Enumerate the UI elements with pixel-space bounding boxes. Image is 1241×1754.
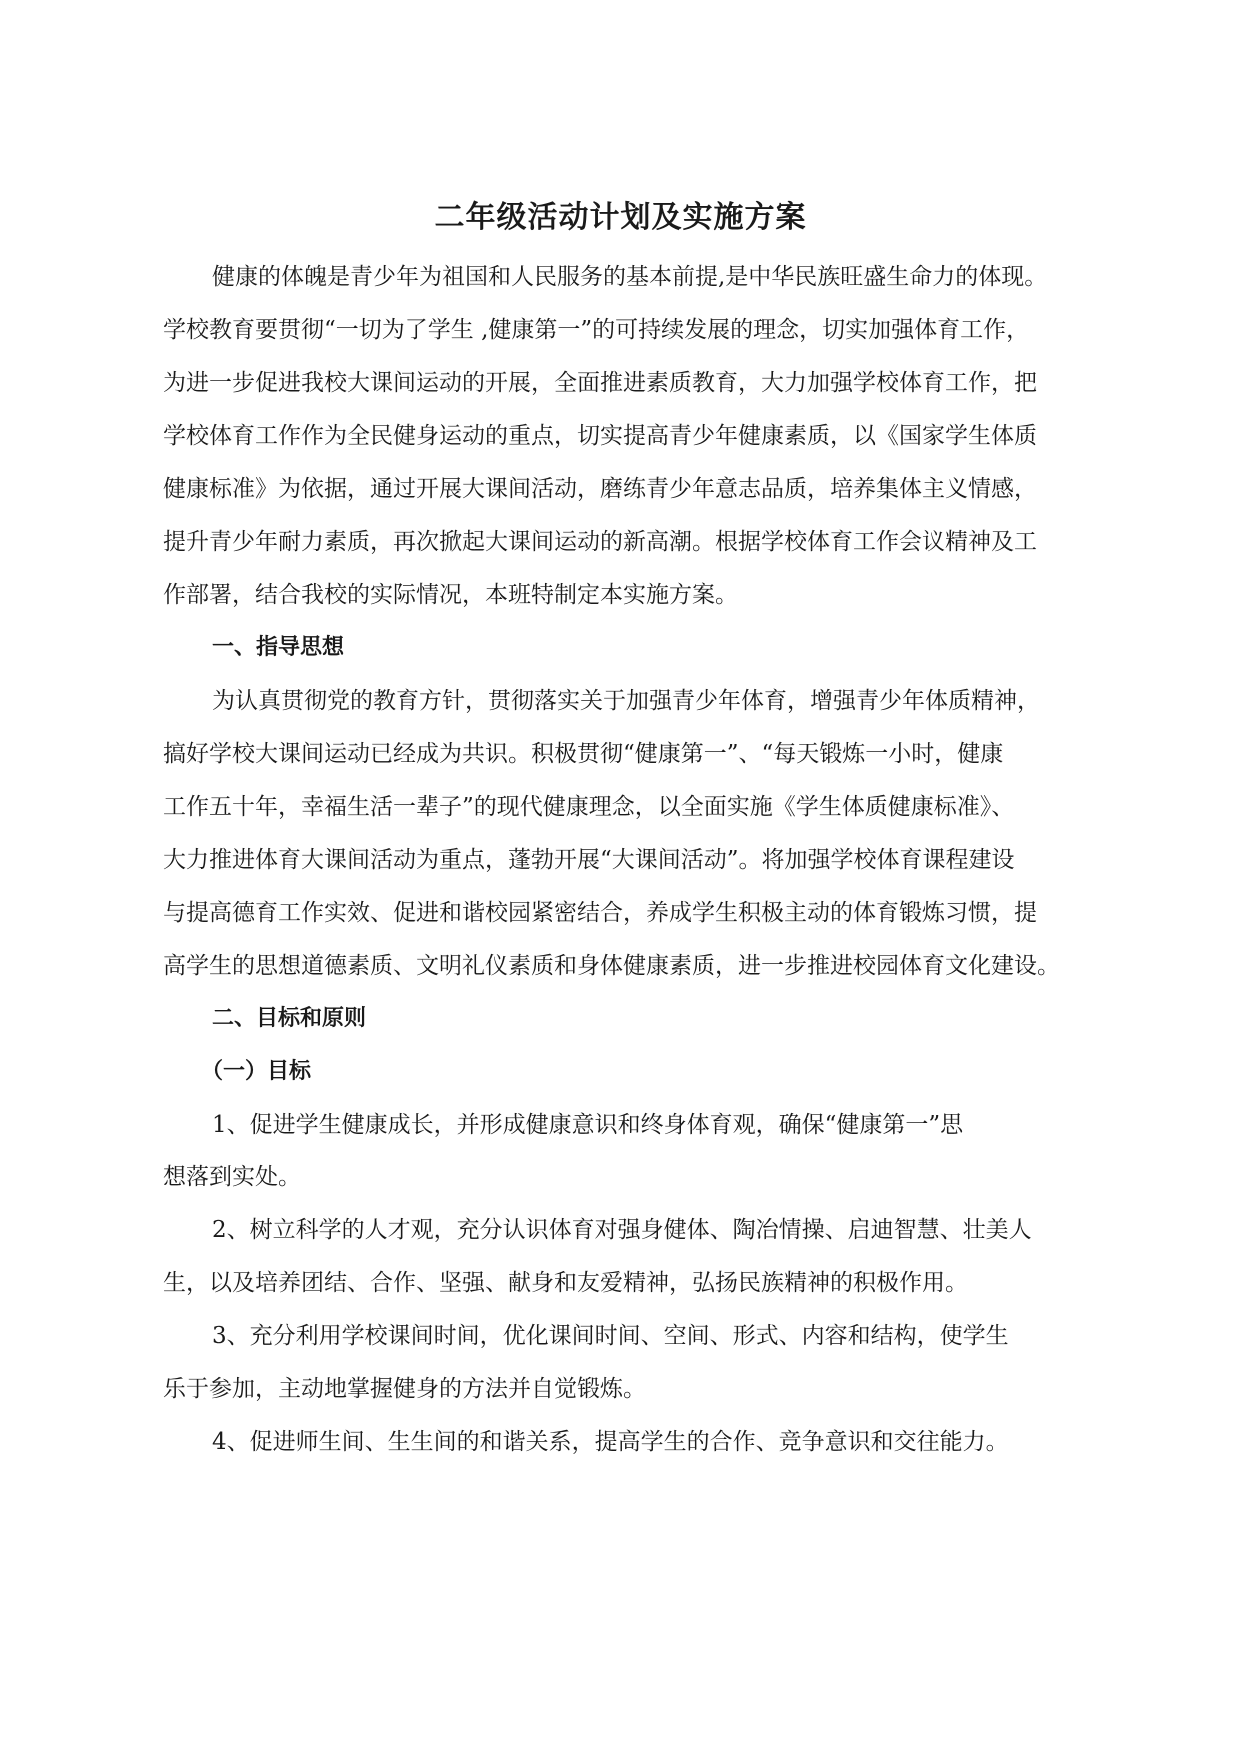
section-heading: 一、指导思想 (212, 635, 345, 660)
paragraph-line: 搞好学校大课间运动已经成为共识。积极贯彻“健康第一”、“每天锻炼一小时，健康 (163, 741, 1004, 767)
paragraph-line: 大力推进体育大课间活动为重点，蓬勃开展“大课间活动”。将加强学校体育课程建设 (163, 847, 1015, 873)
paragraph-line: 学校体育工作作为全民健身运动的重点，切实提高青少年健康素质，以《国家学生体质 (163, 423, 1037, 449)
paragraph-line: 健康的体魄是青少年为祖国和人民服务的基本前提,是中华民族旺盛生命力的体现。 (212, 264, 1048, 290)
paragraph-line: 学校教育要贯彻“一切为了学生 ,健康第一”的可持续发展的理念，切实加强体育工作， (163, 317, 1030, 343)
subsection-heading: （一）目标 (201, 1059, 312, 1084)
document-title: 二年级活动计划及实施方案 (434, 200, 807, 235)
paragraph-line: 工作五十年，幸福生活一辈子”的现代健康理念，以全面实施《学生体质健康标准》、 (163, 794, 1015, 820)
paragraph-line: 3、充分利用学校课间时间，优化课间时间、空间、形式、内容和结构，使学生 (212, 1323, 1009, 1349)
paragraph-line: 生，以及培养团结、合作、坚强、献身和友爱精神，弘扬民族精神的积极作用。 (163, 1270, 968, 1296)
paragraph-line: 作部署，结合我校的实际情况，本班特制定本实施方案。 (163, 582, 738, 608)
section-heading: 二、目标和原则 (212, 1006, 367, 1031)
paragraph-line: 提升青少年耐力素质，再次掀起大课间运动的新高潮。根据学校体育工作会议精神及工 (163, 529, 1037, 555)
paragraph-line: 为认真贯彻党的教育方针，贯彻落实关于加强青少年体育，增强青少年体质精神， (212, 688, 1040, 714)
paragraph-line: 与提高德育工作实效、促进和谐校园紧密结合，养成学生积极主动的体育锻炼习惯，提 (163, 900, 1037, 926)
paragraph-line: 1、促进学生健康成长，并形成健康意识和终身体育观，确保“健康第一”思 (212, 1112, 964, 1138)
paragraph-line: 4、促进师生间、生生间的和谐关系，提高学生的合作、竞争意识和交往能力。 (212, 1429, 1009, 1455)
paragraph-line: 想落到实处。 (163, 1164, 301, 1190)
paragraph-line: 健康标准》为依据，通过开展大课间活动，磨练青少年意志品质，培养集体主义情感， (163, 476, 1037, 502)
paragraph-line: 高学生的思想道德素质、文明礼仪素质和身体健康素质，进一步推进校园体育文化建设。 (163, 953, 1060, 979)
paragraph-line: 2、树立科学的人才观，充分认识体育对强身健体、陶冶情操、启迪智慧、壮美人 (212, 1217, 1032, 1243)
paragraph-line: 为进一步促进我校大课间运动的开展，全面推进素质教育，大力加强学校体育工作，把 (163, 370, 1037, 396)
paragraph-line: 乐于参加，主动地掌握健身的方法并自觉锻炼。 (163, 1376, 646, 1402)
